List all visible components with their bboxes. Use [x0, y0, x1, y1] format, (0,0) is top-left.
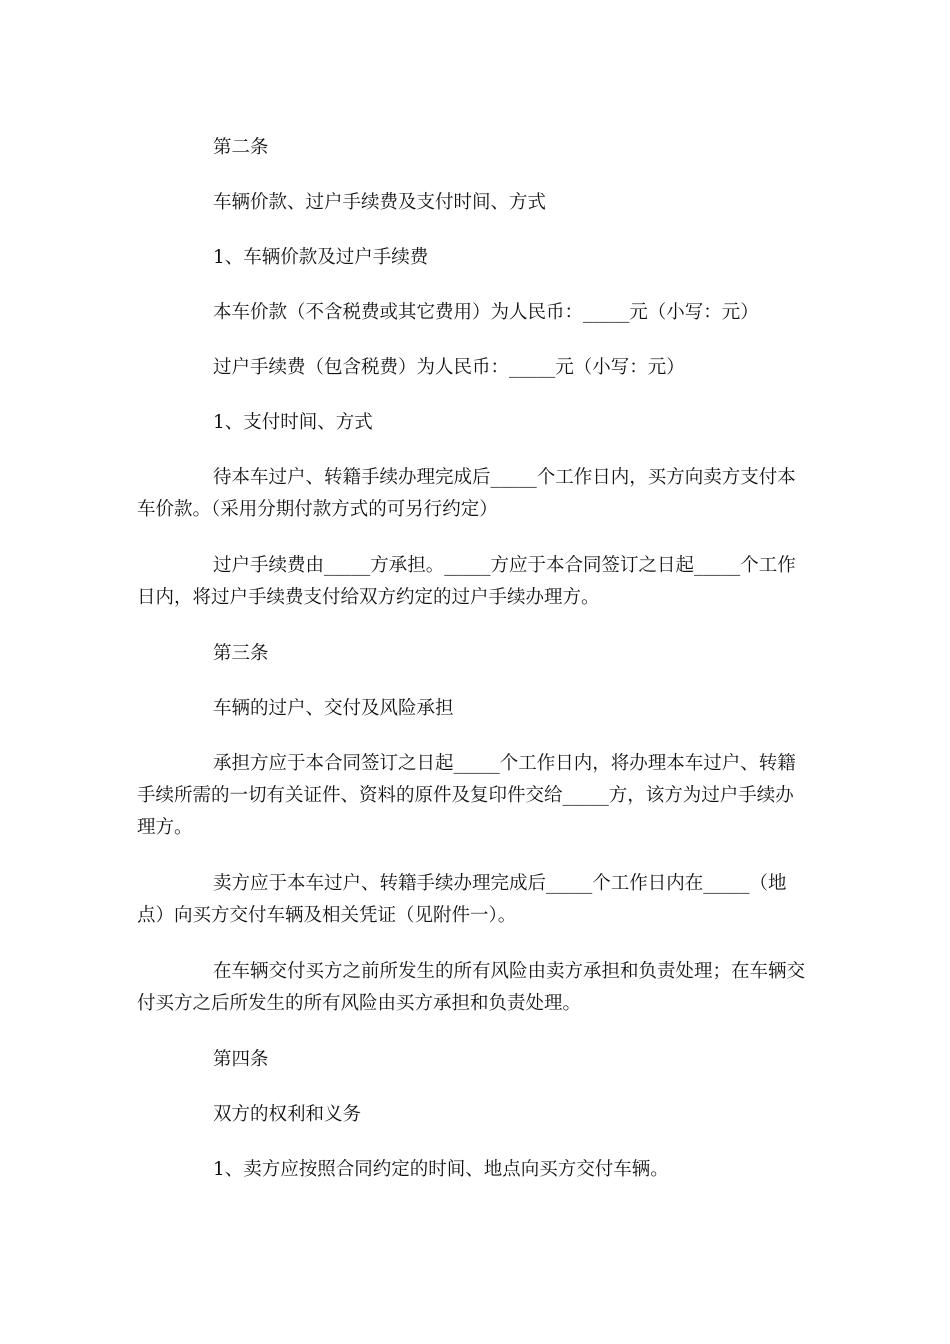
article-2-heading: 第二条 — [213, 137, 269, 158]
article-3-title: 车辆的过户、交付及风险承担 — [213, 698, 454, 719]
payment-terms-paragraph: 待本车过户、转籍手续办理完成后_____个工作日内，买方向卖方支付本车价款。（采用分期付款方式的可另行约定） — [137, 467, 796, 520]
transfer-fee-line: 过户手续费（包含税费）为人民币：_____元（小写：元） — [213, 357, 685, 378]
documents-handover-paragraph: 承担方应于本合同签订之日起_____个工作日内，将办理本车过户、转籍手续所需的一切有关证件、资料的原件及复印件交给_____方，该方为过户手续办理方。 — [137, 753, 796, 838]
seller-obligation-item-1: 1、卖方应按照合同约定的时间、地点向买方交付车辆。 — [213, 1159, 669, 1180]
vehicle-delivery-paragraph: 卖方应于本车过户、转籍手续办理完成后_____个工作日内在_____（地点）向买方交付车辆及相关凭证（见附件一）。 — [137, 873, 787, 926]
section-payment-heading: 1、支付时间、方式 — [213, 412, 373, 433]
article-2-title: 车辆价款、过户手续费及支付时间、方式 — [213, 192, 547, 213]
fee-bearer-paragraph: 过户手续费由_____方承担。_____方应于本合同签订之日起_____个工作日内，将过户手续费支付给双方约定的过户手续办理方。 — [137, 555, 796, 608]
section-price-heading: 1、车辆价款及过户手续费 — [213, 247, 429, 268]
article-3-heading: 第三条 — [213, 643, 269, 664]
vehicle-price-line: 本车价款（不含税费或其它费用）为人民币：_____元（小写：元） — [213, 302, 759, 323]
risk-allocation-paragraph: 在车辆交付买方之前所发生的所有风险由卖方承担和负责处理；在车辆交付买方之后所发生的所有风险由买方承担和负责处理。 — [137, 961, 806, 1014]
article-4-heading: 第四条 — [213, 1049, 269, 1070]
article-4-title: 双方的权利和义务 — [213, 1104, 362, 1125]
